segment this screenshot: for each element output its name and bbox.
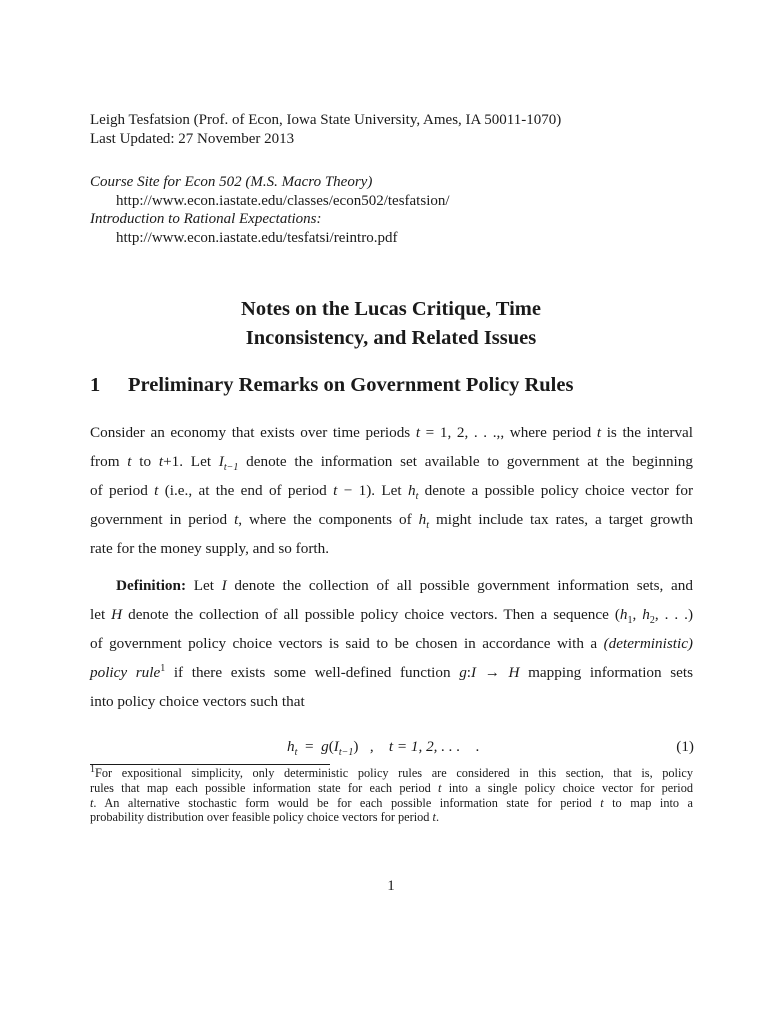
definition-line-2: let H denote the collection of all possible policy choice vectors. Then a sequence ($h_1$, $h_2$, . . .)	[90, 606, 693, 627]
section-title: Preliminary Remarks on Government Policy Rules	[128, 374, 574, 396]
intro-url[interactable]: http://www.econ.iastate.edu/tesfatsi/reintro.pdf	[116, 230, 398, 246]
footnote-line-3: t. An alternative stochastic form would be for each possible information state for period t to map into a	[90, 796, 694, 810]
equation-range: t = 1, 2, . . .	[388, 738, 461, 755]
paragraph-1-line-1: Consider an economy that exists over time periods t = 1, 2, . . .,, where period t is the interval	[90, 424, 694, 441]
author-line: Leigh Tesfatsion (Prof. of Econ, Iowa State University, Ames, IA 50011-1070)	[90, 112, 562, 128]
title-line-2: Inconsistency, and Related Issues	[245, 327, 537, 349]
footnote-ref[interactable]: 1	[160, 662, 166, 674]
definition-line-4: policy rule$^1$ if there exists some well-defined function g:I → H mapping information sets	[90, 662, 693, 681]
paragraph-1-line-4: government in period t, where the components of $h_t$ might include tax rates, a target growth	[90, 511, 694, 532]
footnote-rule	[90, 764, 330, 765]
definition-line-5: into policy choice vectors such that	[90, 693, 305, 710]
intro-label: Introduction to Rational Expectations:	[90, 211, 322, 227]
paragraph-1-line-5: rate for the money supply, and so forth.	[90, 540, 330, 557]
paragraph-1-line-3: of period t (i.e., at the end of period t − 1). Let $h_t$ denote a possible policy choice vector for	[90, 482, 693, 503]
paragraph-1-line-2: from t to t+1. Let $I_{t-1}$ denote the information set available to government at the beginning	[90, 453, 693, 474]
equation-number: (1)	[676, 738, 694, 755]
footnote-line-2: rules that map each possible information state for each period t into a single policy choice vector for period	[90, 781, 693, 795]
definition-label: Definition:	[116, 577, 187, 594]
course-site-url[interactable]: http://www.econ.iastate.edu/classes/econ502/tesfatsion/	[116, 193, 450, 209]
course-site-label: Course Site for Econ 502 (M.S. Macro Theory)	[90, 174, 373, 190]
footnote-line-1: $^1$For expositional simplicity, only deterministic policy rules are considered in this section, that is, policy	[90, 763, 693, 780]
page-number: 1	[387, 878, 395, 894]
title-line-1: Notes on the Lucas Critique, Time	[241, 298, 541, 320]
section-number: 1	[90, 374, 101, 396]
last-updated-line: Last Updated: 27 November 2013	[90, 131, 295, 147]
section-heading	[90, 374, 573, 397]
footnote-line-4: probability distribution over feasible policy choice vectors for period t.	[90, 810, 440, 824]
definition-line-3: of government policy choice vectors is said to be chosen in accordance with a (deterministic)	[90, 635, 693, 652]
equation-1: $h_t = g(I_{t-1})$ , t = 1, 2, . . . .	[287, 738, 480, 759]
definition-line-1: Definition: Let I denote the collection of all possible government information sets, and	[116, 577, 693, 594]
